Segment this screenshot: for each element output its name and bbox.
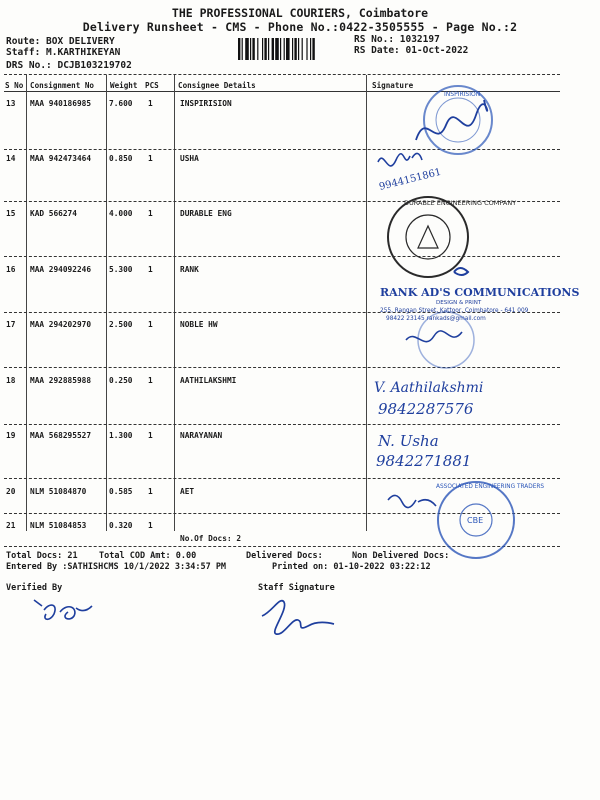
row-consignment: MAA 294202970: [30, 320, 92, 329]
durable-engineering-stamp: [388, 197, 516, 277]
row-consignment: MAA 294092246: [30, 265, 92, 274]
row-sno: 18: [6, 376, 16, 385]
row-consignee: RANK: [180, 265, 199, 274]
route-label: Route: BOX DELIVERY: [6, 36, 115, 47]
row-weight: 7.600: [109, 99, 133, 108]
barcode: [238, 38, 340, 60]
row-consignee: INSPIRISION: [180, 99, 232, 108]
staff-signature-label: Staff Signature: [258, 583, 335, 593]
drs-number: DRS No.: DCJB103219702: [6, 60, 132, 71]
svg-text:CBE: CBE: [467, 516, 484, 525]
signature-area: [366, 90, 586, 550]
svg-text:RANK AD'S COMMUNICATIONS: RANK AD'S COMMUNICATIONS: [380, 286, 580, 299]
row-sno: 19: [6, 431, 16, 440]
col-header-signature: Signature: [372, 81, 414, 90]
row-pcs: 1: [148, 99, 153, 108]
svg-text:DESIGN & PRINT: DESIGN & PRINT: [436, 300, 482, 306]
row-weight: 2.500: [109, 320, 133, 329]
row-weight: 5.300: [109, 265, 133, 274]
row-consignee: NARAYANAN: [180, 431, 223, 440]
verifier-signature: [30, 592, 100, 632]
narayanan-phone: 9842271881: [376, 452, 472, 470]
row-pcs: 1: [148, 376, 153, 385]
aet-stamp: [436, 482, 544, 558]
usha-phone: 9944151861: [378, 166, 443, 193]
col-header-weight: Weight: [110, 81, 138, 90]
row-sno: 14: [6, 154, 16, 163]
row-weight: 4.000: [109, 209, 133, 218]
svg-text:DURABLE ENGINEERING COMPANY: DURABLE ENGINEERING COMPANY: [404, 199, 517, 207]
row-pcs: 1: [148, 487, 153, 496]
row-consignment: NLM 51084853: [30, 521, 87, 530]
col-header-consignment: Consignment No: [30, 81, 95, 90]
non-delivered-docs: Non Delivered Docs:: [352, 551, 450, 561]
row-consignment: MAA 568295527: [30, 431, 92, 440]
noble-hw-signature: [406, 331, 462, 342]
row-weight: 0.850: [109, 154, 133, 163]
rank-ads-stamp: [380, 268, 579, 322]
row-weight: 1.300: [109, 431, 133, 440]
row-sno: 16: [6, 265, 16, 274]
col-header-sno: S No: [5, 81, 24, 90]
row-pcs: 1: [148, 265, 153, 274]
staff-signature: [258, 590, 338, 640]
rs-number: RS No.: 1032197: [354, 34, 440, 45]
aathilakshmi-phone: 9842287576: [378, 400, 474, 418]
row-consignment: MAA 940186985: [30, 99, 92, 108]
narayanan-name: N. Usha: [378, 432, 439, 450]
row-consignee: DURABLE ENG: [180, 209, 232, 218]
row-consignee: AATHILAKSHMI: [180, 376, 237, 385]
col-divider: [26, 75, 27, 531]
runsheet-subtitle: Delivery Runsheet - CMS - Phone No.:0422-3505555 - Page No.:2: [82, 20, 518, 34]
row-sno: 21: [6, 521, 16, 530]
row-consignment: KAD 566274: [30, 209, 77, 218]
row-pcs: 1: [148, 521, 153, 530]
total-cod: Total COD Amt: 0.00: [99, 551, 197, 561]
row-sno: 15: [6, 209, 16, 218]
row-weight: 0.585: [109, 487, 133, 496]
row-sno: 17: [6, 320, 16, 329]
usha-signature: [378, 153, 422, 165]
row-consignee: USHA: [180, 154, 199, 163]
row-sno: 20: [6, 487, 16, 496]
row-weight: 0.320: [109, 521, 133, 530]
row-sno: 13: [6, 99, 16, 108]
rs-date: RS Date: 01-Oct-2022: [354, 45, 469, 56]
company-title: THE PROFESSIONAL COURIERS, Coimbatore: [171, 6, 429, 20]
row-consignee: NOBLE HW: [180, 320, 218, 329]
row-consignment: NLM 51084870: [30, 487, 87, 496]
row-weight: 0.250: [109, 376, 133, 385]
printed-on: Printed on: 01-10-2022 03:22:12: [272, 562, 431, 572]
entered-by: Entered By :SATHISHCMS 10/1/2022 3:34:57 PM: [6, 562, 227, 572]
svg-text:255, Rangan Street, Kattoor, C: 255, Rangan Street, Kattoor, Coimbatore - 641 009: [380, 308, 529, 314]
col-divider: [174, 75, 175, 531]
svg-text:98422 23145 rankads@gmail.com: 98422 23145 rankads@gmail.com: [386, 316, 486, 322]
table-top-rule: [4, 74, 560, 75]
row-pcs: 1: [148, 320, 153, 329]
col-header-consignee: Consignee Details: [178, 81, 256, 90]
col-header-pcs: PCS: [145, 81, 159, 90]
row-pcs: 1: [148, 154, 153, 163]
row-pcs: 1: [148, 209, 153, 218]
aathilakshmi-name: V. Aathilakshmi: [374, 380, 484, 396]
row-consignee: AET: [180, 487, 195, 496]
svg-text:ASSOCIATED ENGINEERING TRADERS: ASSOCIATED ENGINEERING TRADERS: [436, 484, 545, 490]
row-pcs: 1: [148, 431, 153, 440]
delivered-docs: Delivered Docs:: [246, 551, 323, 561]
col-divider: [106, 75, 107, 531]
staff-label: Staff: M.KARTHIKEYAN: [6, 47, 121, 58]
no-of-docs: No.Of Docs: 2: [180, 534, 242, 543]
svg-text:INSPIRISION: INSPIRISION: [444, 91, 481, 98]
row-consignment: MAA 942473464: [30, 154, 92, 163]
verified-by-label: Verified By: [6, 583, 63, 593]
aet-signature: [388, 495, 436, 507]
total-docs: Total Docs: 21: [6, 551, 78, 561]
row-consignment: MAA 292885988: [30, 376, 92, 385]
